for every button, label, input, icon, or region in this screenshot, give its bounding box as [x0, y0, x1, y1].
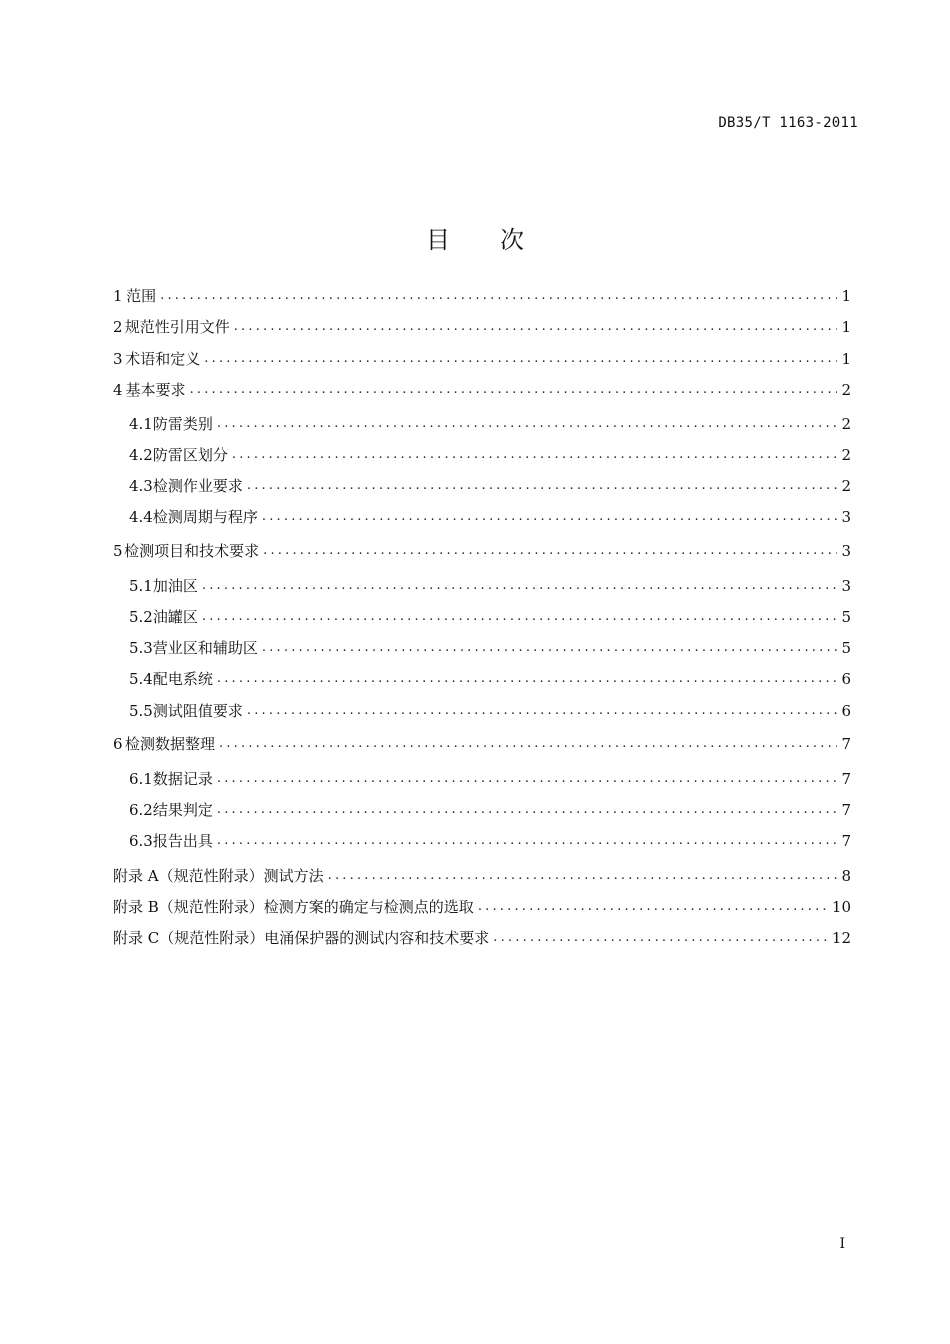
toc-entry-label: 检测项目和技术要求 — [124, 542, 260, 560]
toc-entry-label: 范围 — [126, 287, 157, 305]
toc-entry-label: 结果判定 — [152, 801, 213, 819]
toc-entry[interactable] — [113, 798, 851, 822]
dot-leader — [204, 347, 837, 371]
toc-entry[interactable] — [113, 284, 851, 308]
toc-entry-number: 4.3 — [129, 477, 153, 495]
toc-entry[interactable] — [113, 864, 851, 888]
dot-leader — [217, 829, 837, 853]
dot-leader — [219, 732, 837, 756]
toc-entry-page: 10 — [831, 898, 851, 916]
toc-entry-page: 7 — [841, 735, 851, 753]
toc-entry-label: 报告出具 — [152, 832, 213, 850]
page-title — [0, 220, 950, 255]
dot-leader — [217, 667, 837, 691]
toc-entry-label: 检测数据整理 — [124, 735, 215, 753]
toc-entry-number: 4.4 — [129, 508, 153, 526]
dot-leader — [160, 284, 837, 308]
toc-entry-number: 5.2 — [129, 608, 153, 626]
dot-leader — [217, 412, 837, 436]
toc-entry-label: 电涌保护器的测试内容和技术要求 — [264, 929, 490, 947]
toc-entry[interactable] — [113, 767, 851, 791]
toc-entry-number: 附录 B（规范性附录） — [113, 898, 264, 916]
toc-entry-number: 2 — [113, 318, 123, 336]
toc-entry[interactable] — [113, 636, 851, 660]
dot-leader — [217, 798, 837, 822]
toc-entry-page: 1 — [841, 318, 851, 336]
toc-entry-number: 5.4 — [129, 670, 153, 688]
toc-entry-label: 数据记录 — [152, 770, 213, 788]
toc-entry[interactable] — [113, 505, 851, 529]
toc-entry-number: 6.1 — [129, 770, 153, 788]
toc-entry-page: 7 — [841, 801, 851, 819]
toc-entry[interactable] — [113, 539, 851, 563]
toc-entry-page: 6 — [841, 702, 851, 720]
dot-leader — [262, 505, 837, 529]
toc-entry-page: 7 — [841, 770, 851, 788]
toc-entry-number: 3 — [113, 350, 123, 368]
toc-entry-label: 营业区和辅助区 — [152, 639, 258, 657]
toc-entry-number: 6.3 — [129, 832, 153, 850]
toc-entry[interactable] — [113, 829, 851, 853]
toc-entry-page: 1 — [841, 350, 851, 368]
toc-entry[interactable] — [113, 474, 851, 498]
dot-leader — [263, 539, 837, 563]
dot-leader — [262, 636, 837, 660]
toc-entry-page: 1 — [841, 287, 851, 305]
toc-entry[interactable] — [113, 667, 851, 691]
toc-entry-label: 配电系统 — [152, 670, 213, 688]
toc-entry-label: 油罐区 — [152, 608, 198, 626]
dot-leader — [190, 378, 837, 402]
toc-entry-number: 4.2 — [129, 446, 153, 464]
page-number: I — [839, 1236, 845, 1252]
toc-entry-page: 5 — [841, 608, 851, 626]
title-char: 次 — [500, 226, 524, 255]
toc-entry-number: 5 — [113, 542, 123, 560]
toc-entry-label: 防雷类别 — [152, 415, 213, 433]
dot-leader — [247, 699, 837, 723]
toc-entry-number: 1 — [113, 287, 123, 305]
toc-entry[interactable] — [113, 315, 851, 339]
toc-entry-page: 3 — [841, 508, 851, 526]
toc-entry-page: 12 — [831, 929, 851, 947]
toc-entry-number: 6 — [113, 735, 123, 753]
toc-entry-label: 检测周期与程序 — [152, 508, 258, 526]
toc-entry-number: 5.1 — [129, 577, 153, 595]
toc-entry[interactable] — [113, 378, 851, 402]
toc-entry-page: 2 — [841, 477, 851, 495]
toc-entry-page: 2 — [841, 381, 851, 399]
dot-leader — [234, 315, 837, 339]
toc-entry-label: 规范性引用文件 — [124, 318, 230, 336]
toc-entry[interactable] — [113, 443, 851, 467]
dot-leader — [217, 767, 837, 791]
toc-entry-page: 2 — [841, 415, 851, 433]
toc-entry-number: 5.3 — [129, 639, 153, 657]
toc-entry-label: 测试阻值要求 — [152, 702, 243, 720]
toc-entry-number: 附录 C（规范性附录） — [113, 929, 265, 947]
toc-entry-page: 6 — [841, 670, 851, 688]
toc-entry-number: 4.1 — [129, 415, 153, 433]
dot-leader — [328, 864, 837, 888]
dot-leader — [202, 605, 837, 629]
toc-entry-page: 5 — [841, 639, 851, 657]
dot-leader — [493, 926, 828, 950]
toc-entry[interactable] — [113, 699, 851, 723]
title-char: 目 — [426, 226, 450, 255]
toc-entry-label: 检测作业要求 — [152, 477, 243, 495]
standard-code: DB35/T 1163-2011 — [718, 115, 858, 131]
toc-entry-number: 4 — [113, 381, 123, 399]
toc-entry-page: 8 — [841, 867, 851, 885]
dot-leader — [202, 574, 837, 598]
toc-entry[interactable] — [113, 926, 851, 950]
toc-entry[interactable] — [113, 574, 851, 598]
toc-entry-label: 防雷区划分 — [152, 446, 228, 464]
toc-entry-page: 3 — [841, 542, 851, 560]
toc-entry-label: 术语和定义 — [125, 350, 201, 368]
toc-entry-label: 检测方案的确定与检测点的选取 — [263, 898, 474, 916]
dot-leader — [478, 895, 828, 919]
toc-entry[interactable] — [113, 347, 851, 371]
toc-entry[interactable] — [113, 605, 851, 629]
toc-entry-number: 5.5 — [129, 702, 153, 720]
toc-entry-page: 2 — [841, 446, 851, 464]
toc-entry-label: 测试方法 — [263, 867, 324, 885]
toc-entry-number: 附录 A（规范性附录） — [113, 867, 264, 885]
toc-entry-number: 6.2 — [129, 801, 153, 819]
dot-leader — [232, 443, 837, 467]
toc-entry[interactable] — [113, 412, 851, 436]
dot-leader — [247, 474, 837, 498]
toc-entry-page: 3 — [841, 577, 851, 595]
toc-entry-label: 基本要求 — [125, 381, 186, 399]
toc-entry[interactable] — [113, 732, 851, 756]
toc-entry[interactable] — [113, 895, 851, 919]
toc-entry-label: 加油区 — [152, 577, 198, 595]
toc-entry-page: 7 — [841, 832, 851, 850]
